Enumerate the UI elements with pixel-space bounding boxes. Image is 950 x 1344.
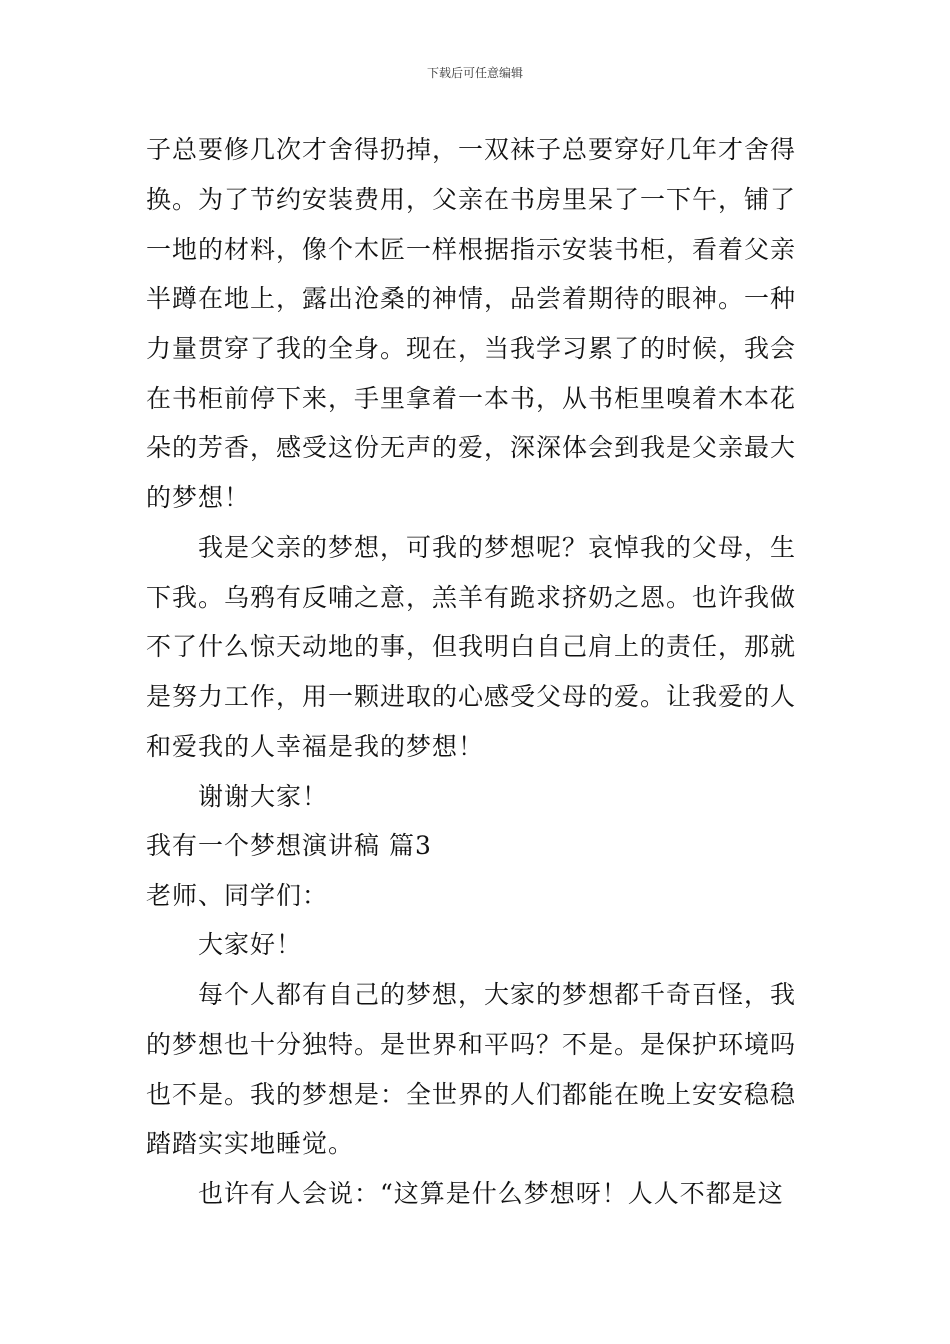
text-line: 子总要修几次才舍得扔掉，一双袜子总要穿好几年才舍得	[146, 135, 797, 164]
section-title: 我有一个梦想演讲稿 篇3	[146, 831, 432, 860]
header-note: 下载后可任意编辑	[426, 66, 523, 80]
greeting: 大家好！	[198, 930, 303, 959]
text-line: 换。为了节约安装费用，父亲在书房里呆了一下午，铺了	[146, 185, 797, 214]
text-line: 不了什么惊天动地的事，但我明白自己肩上的责任，那就	[146, 632, 797, 661]
salutation: 老师、同学们：	[146, 881, 329, 910]
closing-line: 谢谢大家！	[198, 782, 329, 811]
text-line: 的梦想也十分独特。是世界和平吗？不是。是保护环境吗	[146, 1030, 797, 1059]
text-line: 的梦想！	[146, 483, 251, 512]
text-line: 是努力工作，用一颗进取的心感受父母的爱。让我爱的人	[146, 682, 797, 711]
text-line: 力量贯穿了我的全身。现在，当我学习累了的时候，我会	[146, 334, 797, 363]
paragraph-start-line: 也许有人会说：“这算是什么梦想呀！人人不都是这	[198, 1179, 784, 1208]
text-line: 踏踏实实地睡觉。	[146, 1129, 355, 1158]
text-line: 下我。乌鸦有反哺之意，羔羊有跪求挤奶之恩。也许我做	[146, 583, 797, 612]
paragraph-start-line: 每个人都有自己的梦想，大家的梦想都千奇百怪，我	[198, 980, 797, 1009]
text-line: 和爱我的人幸福是我的梦想！	[146, 732, 485, 761]
text-line: 半蹲在地上，露出沧桑的神情，品尝着期待的眼神。一种	[146, 284, 797, 313]
text-line: 在书柜前停下来，手里拿着一本书，从书柜里嗅着木本花	[146, 384, 797, 413]
paragraph-start-line: 我是父亲的梦想，可我的梦想呢？哀悼我的父母，生	[198, 533, 797, 562]
text-line: 一地的材料，像个木匠一样根据指示安装书柜，看着父亲	[146, 235, 797, 264]
text-line: 也不是。我的梦想是：全世界的人们都能在晚上安安稳稳	[146, 1080, 797, 1109]
text-line: 朵的芳香，感受这份无声的爱，深深体会到我是父亲最大	[146, 433, 797, 462]
